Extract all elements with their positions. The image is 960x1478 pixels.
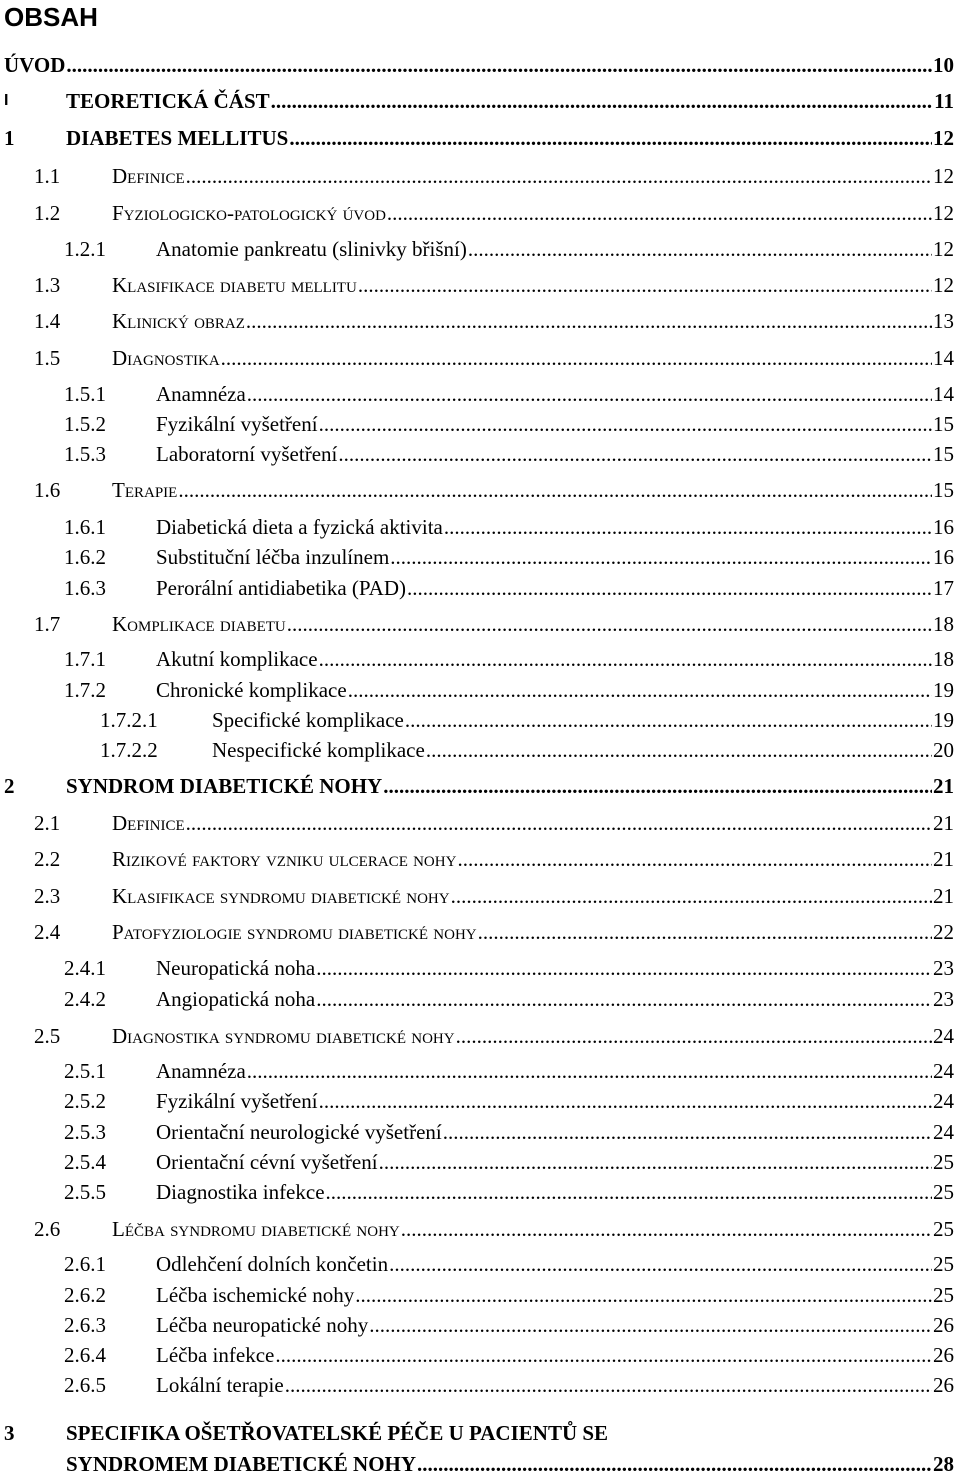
dot-leader	[285, 1372, 932, 1398]
toc-entry-number: 2.6.2	[64, 1283, 106, 1307]
toc-entry[interactable]	[34, 1023, 954, 1049]
toc-entry[interactable]	[34, 163, 954, 189]
toc-entry-page: 28	[933, 1452, 954, 1476]
dot-leader	[457, 846, 932, 872]
toc-entry-number: 1.6.1	[64, 515, 106, 539]
toc-entry-page: 12	[933, 126, 954, 150]
dot-leader	[66, 52, 932, 78]
toc-entry-number: 2.4.1	[64, 956, 106, 980]
toc-entry-title: Klasifikace diabetu mellitu	[112, 273, 357, 297]
toc-entry-number: 2.6.3	[64, 1313, 106, 1337]
toc-entry-number: 2.4	[34, 920, 61, 944]
toc-entry-page: 10	[933, 53, 954, 77]
toc-entry[interactable]	[64, 381, 954, 407]
toc-entry-page: 21	[933, 774, 954, 798]
toc-entry-page: 25	[933, 1180, 954, 1204]
toc-entry-title: DIABETES MELLITUS	[66, 126, 289, 150]
toc-entry-page: 25	[933, 1252, 954, 1276]
dot-leader	[369, 1312, 932, 1338]
dot-leader	[316, 986, 932, 1012]
toc-entry-title: Patofyziologie syndromu diabetické nohy	[112, 920, 477, 944]
toc-entry-page: 15	[933, 412, 954, 436]
dot-leader	[247, 381, 932, 407]
dot-leader	[186, 810, 932, 836]
toc-entry[interactable]	[4, 125, 954, 151]
toc-entry-page: 11	[934, 89, 954, 113]
toc-entry[interactable]	[64, 986, 954, 1012]
toc-entry-number: 1.7.1	[64, 647, 106, 671]
toc-entry-page: 16	[933, 545, 954, 569]
toc-entry-title: Nespecifické komplikace	[212, 738, 425, 762]
dot-leader	[444, 514, 932, 540]
toc-entry-page: 25	[933, 1150, 954, 1174]
toc-entry-page: 12	[933, 164, 954, 188]
toc-entry-title: Diagnostika infekce	[156, 1180, 325, 1204]
toc-entry-page: 22	[933, 920, 954, 944]
toc-entry-page: 17	[933, 576, 954, 600]
toc-entry-page: 25	[933, 1283, 954, 1307]
toc-entry[interactable]	[34, 611, 954, 637]
dot-leader	[389, 1251, 932, 1277]
toc-entry-title: Angiopatická noha	[156, 987, 316, 1011]
toc-entry-number: 2.1	[34, 811, 61, 835]
toc-entry-page: 20	[933, 738, 954, 762]
toc-entry-number: 1.5.3	[64, 442, 106, 466]
toc-entry[interactable]	[4, 88, 954, 114]
dot-leader	[275, 1342, 932, 1368]
toc-entry-title: Perorální antidiabetika (PAD)	[156, 576, 407, 600]
dot-leader	[287, 611, 932, 637]
toc-entry[interactable]	[4, 52, 954, 78]
toc-entry-number: I	[4, 92, 9, 109]
toc-entry-title: SPECIFIKA OŠETŘOVATELSKÉ PÉČE U PACIENTŮ SE	[66, 1421, 609, 1445]
dot-leader	[417, 1451, 932, 1477]
toc-entry-number: 2.6	[34, 1217, 61, 1241]
toc-entry-page: 25	[933, 1217, 954, 1241]
toc-entry-title: Odlehčení dolních končetin	[156, 1252, 389, 1276]
toc-entry-number: 1.7	[34, 612, 61, 636]
toc-entry-title: Specifické komplikace	[212, 708, 404, 732]
toc-entry-title: Chronické komplikace	[156, 678, 347, 702]
dot-leader	[289, 125, 932, 151]
dot-leader	[326, 1179, 932, 1205]
toc-entry-title: Anamnéza	[156, 1059, 246, 1083]
dot-leader	[338, 441, 932, 467]
toc-entry[interactable]	[34, 477, 954, 503]
toc-entry-title: Rizikové faktory vzniku ulcerace nohy	[112, 847, 457, 871]
dot-leader	[221, 345, 932, 371]
toc-entry-page: 16	[933, 515, 954, 539]
toc-entry-number: 2.3	[34, 884, 61, 908]
toc-entry-title: Terapie	[112, 478, 178, 502]
toc-entry-title: Definice	[112, 164, 185, 188]
toc-entry-page: 24	[933, 1120, 954, 1144]
toc-entry-number: 1.7.2.1	[100, 708, 158, 732]
toc-entry-number: 2.5	[34, 1024, 61, 1048]
toc-entry-number: 3	[4, 1421, 15, 1445]
toc-entry-title: Lokální terapie	[156, 1373, 284, 1397]
dot-leader	[319, 1088, 932, 1114]
toc-entry-title: Fyzikální vyšetření	[156, 412, 318, 436]
toc-entry[interactable]	[34, 1216, 954, 1242]
toc-entry-title: Léčba infekce	[156, 1343, 275, 1367]
toc-entry-title: Substituční léčba inzulínem	[156, 545, 390, 569]
toc-entry-title: Orientační neurologické vyšetření	[156, 1120, 442, 1144]
dot-leader	[319, 411, 932, 437]
dot-leader	[456, 1023, 932, 1049]
toc-entry-number: 1.6.2	[64, 545, 106, 569]
toc-entry-page: 12	[933, 273, 954, 297]
dot-leader	[348, 677, 932, 703]
toc-entry-title: Léčba ischemické nohy	[156, 1283, 355, 1307]
dot-leader	[246, 308, 932, 334]
toc-entry-number: 1.6.3	[64, 576, 106, 600]
dot-leader	[468, 236, 932, 262]
toc-entry-title: Diabetická dieta a fyzická aktivita	[156, 515, 443, 539]
toc-entry-title: Definice	[112, 811, 185, 835]
toc-entry-number: 2.5.5	[64, 1180, 106, 1204]
toc-entry-line-2	[66, 1451, 954, 1477]
toc-entry[interactable]	[64, 411, 954, 437]
dot-leader	[316, 955, 932, 981]
toc-entry[interactable]	[64, 544, 954, 570]
toc-entry-page: 21	[933, 884, 954, 908]
toc-entry[interactable]	[34, 810, 954, 836]
toc-entry[interactable]	[34, 919, 954, 945]
toc-entry-number: 2.5.3	[64, 1120, 106, 1144]
dot-leader	[379, 1149, 932, 1175]
toc-entry[interactable]	[64, 514, 954, 540]
toc-entry-page: 12	[933, 237, 954, 261]
toc-entry-title: TEORETICKÁ ČÁST	[66, 89, 270, 113]
dot-leader	[387, 200, 932, 226]
toc-entry[interactable]	[64, 677, 954, 703]
toc-entry-page: 26	[933, 1373, 954, 1397]
toc-entry-title: Orientační cévní vyšetření	[156, 1150, 378, 1174]
toc-entry-number: 1.7.2	[64, 678, 106, 702]
toc-entry-number: 1.4	[34, 309, 61, 333]
toc-entry-title: Neuropatická noha	[156, 956, 316, 980]
toc-entry[interactable]	[64, 236, 954, 262]
toc-entry[interactable]	[64, 1372, 954, 1398]
toc-entry-number: 1.7.2.2	[100, 738, 158, 762]
toc-entry-title: Anamnéza	[156, 382, 246, 406]
toc-entry-number: 1.2.1	[64, 237, 106, 261]
toc-entry-number: 2.2	[34, 847, 61, 871]
toc-entry[interactable]	[64, 1342, 954, 1368]
toc-entry-title: ÚVOD	[4, 53, 66, 77]
toc-entry-number: 1.5	[34, 346, 61, 370]
toc-entry-page: 26	[933, 1343, 954, 1367]
toc-entry[interactable]	[64, 646, 954, 672]
toc-entry-title: SYNDROM DIABETICKÉ NOHY	[66, 774, 383, 798]
toc-entry[interactable]	[4, 773, 954, 799]
toc-entry-number: 2.5.4	[64, 1150, 106, 1174]
toc-entry-page: 24	[933, 1024, 954, 1048]
toc-entry-page: 14	[933, 382, 954, 406]
dot-leader	[319, 646, 932, 672]
toc-entry-number: 2.4.2	[64, 987, 106, 1011]
toc-entry[interactable]	[64, 1119, 954, 1145]
toc-entry-number: 2.6.4	[64, 1343, 106, 1367]
toc-entry-page: 21	[933, 811, 954, 835]
toc-entry-number: 1	[4, 126, 15, 150]
toc-entry-number: 2.6.1	[64, 1252, 106, 1276]
toc-entry-page: 18	[933, 612, 954, 636]
toc-entry-title: Léčba neuropatické nohy	[156, 1313, 369, 1337]
dot-leader	[271, 88, 934, 114]
toc-entry-number: 2.6.5	[64, 1373, 106, 1397]
toc-entry[interactable]	[64, 1179, 954, 1205]
toc-entry-title: Akutní komplikace	[156, 647, 318, 671]
toc-entry[interactable]	[100, 707, 954, 733]
dot-leader	[405, 707, 932, 733]
toc-entry-title: Laboratorní vyšetření	[156, 442, 338, 466]
toc-entry-page: 13	[933, 309, 954, 333]
toc-entry[interactable]	[64, 955, 954, 981]
dot-leader	[390, 544, 932, 570]
toc-entry-title: Komplikace diabetu	[112, 612, 286, 636]
toc-entry-page: 19	[933, 678, 954, 702]
toc-entry-page: 21	[933, 847, 954, 871]
toc-entry[interactable]	[64, 1312, 954, 1338]
toc-entry-page: 12	[933, 201, 954, 225]
toc-entry[interactable]	[64, 1058, 954, 1084]
dot-leader	[186, 163, 932, 189]
toc-entry-title: Diagnostika	[112, 346, 220, 370]
dot-leader	[451, 883, 932, 909]
toc-entry[interactable]	[64, 441, 954, 467]
toc-entry-title: Anatomie pankreatu (slinivky břišní)	[156, 237, 467, 261]
toc-entry[interactable]	[64, 1088, 954, 1114]
toc-entry[interactable]	[34, 200, 954, 226]
toc-entry-title: Klasifikace syndromu diabetické nohy	[112, 884, 450, 908]
toc-entry-page: 23	[933, 987, 954, 1011]
toc-entry-number: 2.5.2	[64, 1089, 106, 1113]
toc-entry[interactable]	[34, 846, 954, 872]
toc-entry[interactable]	[64, 1282, 954, 1308]
toc-entry[interactable]	[64, 1149, 954, 1175]
dot-leader	[443, 1119, 932, 1145]
toc-entry[interactable]	[64, 575, 954, 601]
toc-entry-page: 19	[933, 708, 954, 732]
toc-entry-page: 24	[933, 1089, 954, 1113]
toc-entry[interactable]	[34, 883, 954, 909]
dot-leader	[426, 737, 932, 763]
dot-leader	[247, 1058, 932, 1084]
toc-entry[interactable]	[64, 1251, 954, 1277]
toc-entry-page: 23	[933, 956, 954, 980]
dot-leader	[355, 1282, 932, 1308]
toc-entry-page: 14	[933, 346, 954, 370]
toc-entry-number: 1.6	[34, 478, 61, 502]
toc-entry[interactable]	[34, 272, 954, 298]
toc-entry[interactable]	[34, 345, 954, 371]
toc-entry-title: SYNDROMEM DIABETICKÉ NOHY	[66, 1452, 417, 1476]
toc-entry-title: Fyziologicko-patologický úvod	[112, 201, 386, 225]
toc-heading: OBSAH	[4, 2, 98, 32]
toc-entry-page: 15	[933, 442, 954, 466]
toc-entry-title: Léčba syndromu diabetické nohy	[112, 1217, 400, 1241]
toc-entry-page: 18	[933, 647, 954, 671]
dot-leader	[178, 477, 932, 503]
toc-entry-number: 2	[4, 774, 15, 798]
toc-entry-title: Diagnostika syndromu diabetické nohy	[112, 1024, 455, 1048]
toc-entry-title: Fyzikální vyšetření	[156, 1089, 318, 1113]
toc-entry-number: 1.1	[34, 164, 61, 188]
dot-leader	[401, 1216, 932, 1242]
toc-entry-page: 15	[933, 478, 954, 502]
toc-entry[interactable]	[100, 737, 954, 763]
toc-entry-line-1	[4, 1420, 954, 1446]
toc-entry-number: 1.5.1	[64, 382, 106, 406]
dot-leader	[407, 575, 932, 601]
dot-leader	[358, 272, 932, 298]
toc-entry-page: 26	[933, 1313, 954, 1337]
toc-entry[interactable]	[34, 308, 954, 334]
dot-leader	[478, 919, 932, 945]
toc-entry-number: 1.2	[34, 201, 61, 225]
toc-entry-number: 1.5.2	[64, 412, 106, 436]
toc-entry-title: Klinický obraz	[112, 309, 245, 333]
toc-entry-number: 1.3	[34, 273, 61, 297]
toc-entry-page: 24	[933, 1059, 954, 1083]
toc-entry-number: 2.5.1	[64, 1059, 106, 1083]
dot-leader	[383, 773, 932, 799]
